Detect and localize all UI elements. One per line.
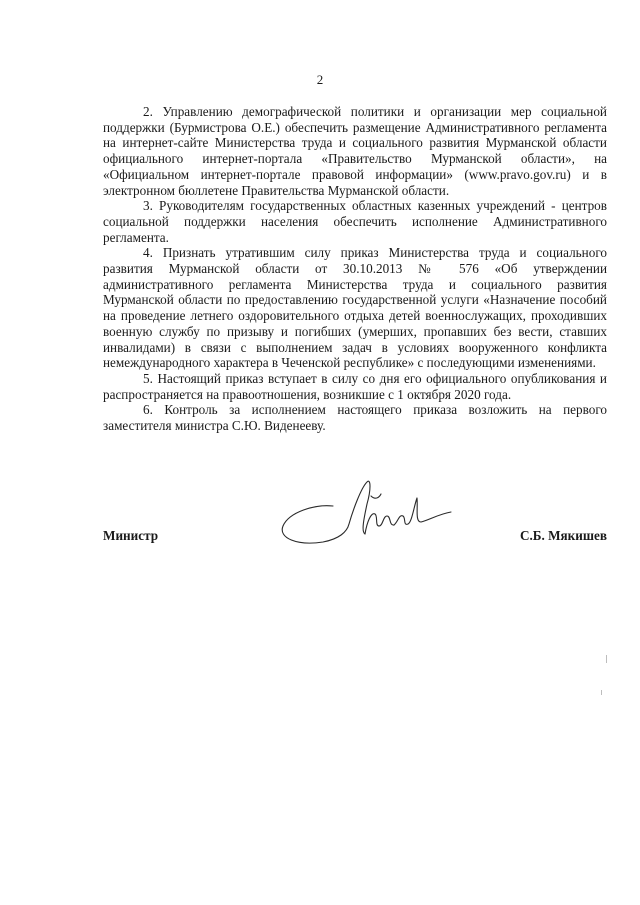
- paragraph-3: 3. Руководителям государственных областных казенных учреждений - центров социальной поддержки населения обеспечить исполнение Административного регламента.: [103, 198, 607, 245]
- page-number: 2: [316, 72, 324, 87]
- scan-mark: [601, 690, 602, 695]
- signatory-name: С.Б. Мякишев: [519, 528, 607, 543]
- signature-block: [103, 528, 607, 548]
- paragraph-4: 4. Признать утратившим силу приказ Министерства труда и социального развития Мурманской области от 30.10.2013 № 576 «Об утверждении административного регламента Министерства труда и социального развития Мурманской области по предоставлению государственной услуги «Назначение пособий на проведение летнего оздоровительного отдыха детей военнослужащих, проходивших военную службу по призыву и погибших (умерших, пропавших без вести, ставших инвалидами) в связи с выполнением задач в условиях вооруженного конфликта немеждународного характера в Чеченской республике» с последующими изменениями.: [103, 245, 607, 371]
- paragraph-5: 5. Настоящий приказ вступает в силу со дня его официального опубликования и распространяется на правоотношения, возникшие с 1 октября 2020 года.: [103, 370, 607, 402]
- signatory-title: Министр: [103, 528, 159, 543]
- paragraph-2: 2. Управлению демографической политики и организации мер социальной поддержки (Бурмистрова О.Е.) обеспечить размещение Административного регламента на интернет-сайте Министерства труда и социального развития Мурманской области официального интернет-портала «Правительство Мурманской области», на «Официальном интернет-портале правовой информации» (www.pravo.gov.ru) и в электронном бюллетене Правительства Мурманской области.: [103, 104, 607, 198]
- scan-mark: [606, 655, 607, 663]
- paragraph-6: 6. Контроль за исполнением настоящего приказа возложить на первого заместителя министра С.Ю. Виденееву.: [103, 402, 607, 434]
- document-body: [103, 104, 607, 434]
